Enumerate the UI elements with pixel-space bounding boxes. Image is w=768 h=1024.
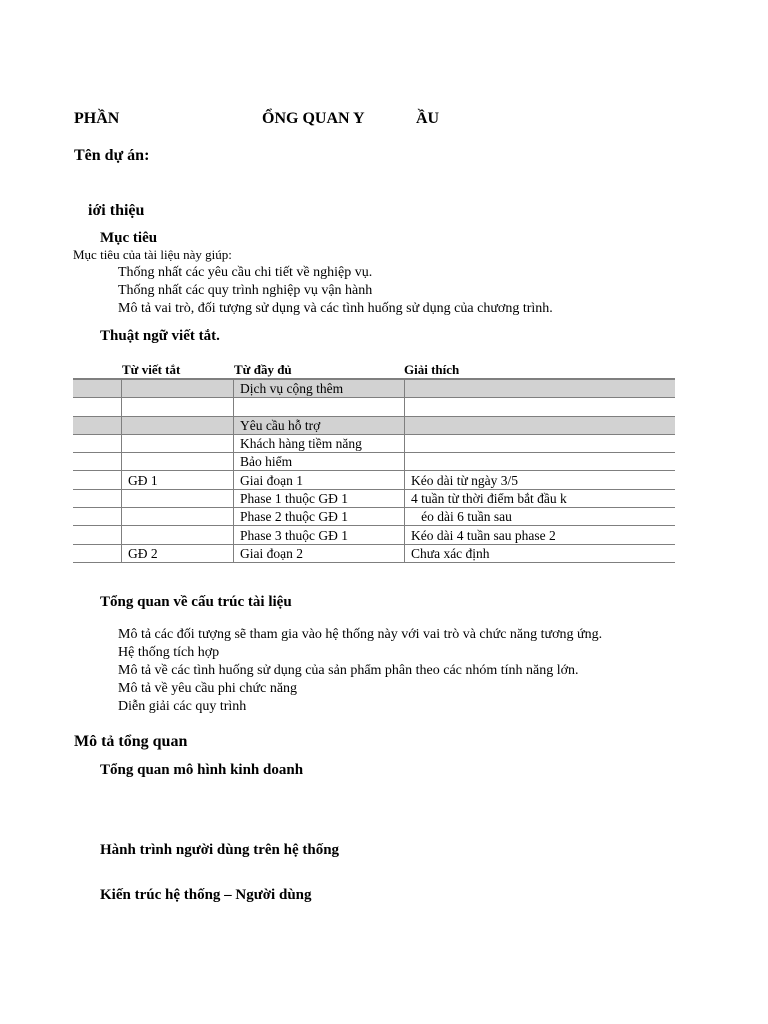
table-cell (73, 544, 122, 562)
table-cell (73, 526, 122, 544)
table-cell: Phase 1 thuộc GĐ 1 (234, 489, 405, 507)
table-cell (122, 526, 234, 544)
table-cell: Yêu cầu hỗ trợ (234, 416, 405, 434)
table-cell (73, 379, 122, 398)
structure-heading: Tổng quan về cấu trúc tài liệu (100, 594, 292, 610)
table-row (73, 489, 675, 507)
table-row (73, 471, 675, 489)
structure-item: Mô tả về các tình huống sử dụng của sản phẩm phân theo các nhóm tính năng lớn. (118, 663, 579, 678)
table-cell (122, 416, 234, 434)
table-cell (405, 416, 676, 434)
table-cell: Giai đoạn 1 (234, 471, 405, 489)
table-cell: Kéo dài từ ngày 3/5 (405, 471, 676, 489)
table-cell: Chưa xác định (405, 544, 676, 562)
architecture-heading: Kiến trúc hệ thống – Người dùng (100, 887, 312, 903)
table-cell: GĐ 2 (122, 544, 234, 562)
user-journey-heading: Hành trình người dùng trên hệ thống (100, 842, 340, 858)
column-header-full: Từ đầy đủ (234, 362, 292, 377)
objective-item: Thống nhất các yêu cầu chi tiết về nghiệp vụ. (118, 265, 373, 280)
table-cell (122, 379, 234, 398)
table-cell (73, 398, 122, 416)
overview-heading: Mô tả tổng quan (74, 733, 188, 750)
table-row (73, 508, 675, 526)
table-cell: éo dài 6 tuần sau (405, 508, 676, 526)
column-header-explanation: Giải thích (404, 362, 460, 377)
objective-item: Mô tả vai trò, đối tượng sử dụng và các tình huống sử dụng của chương trình. (118, 301, 553, 316)
intro-heading: iới thiệu (88, 202, 145, 219)
document-title: ỔNG QUAN Y (262, 110, 365, 127)
table-cell: 4 tuần từ thời điểm bắt đầu k (405, 489, 676, 507)
column-header-abbr: Từ viết tắt (122, 362, 181, 377)
table-row (73, 379, 675, 398)
table-cell (405, 434, 676, 452)
table-row (73, 544, 675, 562)
glossary-heading: Thuật ngữ viết tắt. (100, 328, 220, 344)
table-row (73, 434, 675, 452)
table-cell: GĐ 1 (122, 471, 234, 489)
table-cell (73, 453, 122, 471)
part-label: PHẦN (74, 110, 120, 127)
table-cell: Khách hàng tiềm năng (234, 434, 405, 452)
table-cell: Phase 2 thuộc GĐ 1 (234, 508, 405, 526)
table-cell (122, 453, 234, 471)
document-title-end: ẦU (416, 110, 440, 127)
table-cell (73, 489, 122, 507)
structure-item: Diễn giải các quy trình (118, 699, 247, 714)
table-cell (73, 416, 122, 434)
objective-item: Thống nhất các quy trình nghiệp vụ vận hành (118, 283, 373, 298)
objective-heading: Mục tiêu (100, 230, 158, 246)
glossary-table (73, 378, 675, 563)
table-cell (73, 471, 122, 489)
table-cell: Bảo hiểm (234, 453, 405, 471)
table-cell (405, 398, 676, 416)
table-cell: Phase 3 thuộc GĐ 1 (234, 526, 405, 544)
business-model-heading: Tổng quan mô hình kinh doanh (100, 762, 304, 778)
structure-item: Mô tả các đối tượng sẽ tham gia vào hệ thống này với vai trò và chức năng tương ứng. (118, 627, 603, 642)
table-cell (122, 489, 234, 507)
structure-item: Hệ thống tích hợp (118, 645, 220, 660)
table-cell: Giai đoạn 2 (234, 544, 405, 562)
table-cell: Kéo dài 4 tuần sau phase 2 (405, 526, 676, 544)
table-row (73, 526, 675, 544)
table-cell (122, 508, 234, 526)
table-cell (73, 434, 122, 452)
objective-lead: Mục tiêu của tài liệu này giúp: (73, 247, 232, 262)
table-cell (73, 508, 122, 526)
table-cell: Dịch vụ cộng thêm (234, 379, 405, 398)
table-row (73, 398, 675, 416)
structure-item: Mô tả về yêu cầu phi chức năng (118, 681, 298, 696)
table-cell (122, 434, 234, 452)
project-name-label: Tên dự án: (74, 147, 150, 164)
table-cell (234, 398, 405, 416)
table-row (73, 453, 675, 471)
table-cell (122, 398, 234, 416)
table-cell (405, 379, 676, 398)
table-cell (405, 453, 676, 471)
table-row (73, 416, 675, 434)
